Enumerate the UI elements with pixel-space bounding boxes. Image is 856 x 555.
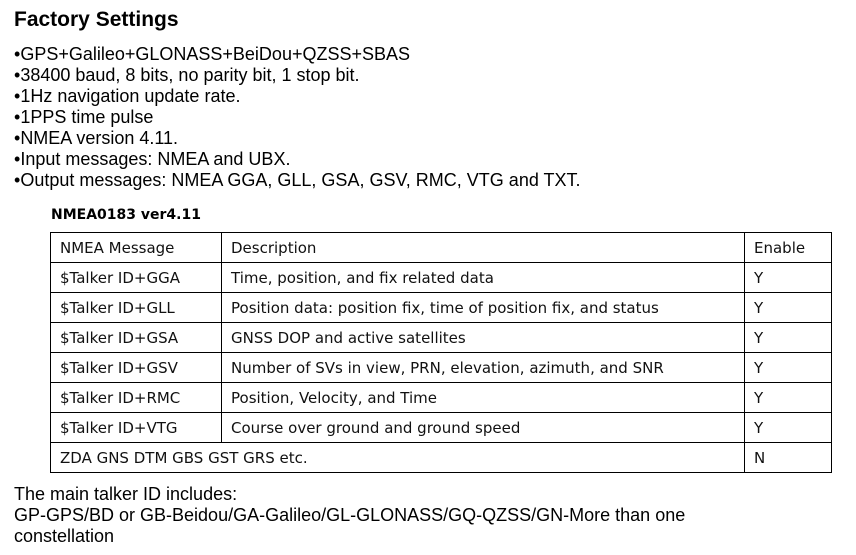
- cell-enable: Y: [745, 293, 832, 323]
- talker-id-list-continued: constellation: [14, 526, 115, 546]
- header-nmea-message: NMEA Message: [51, 233, 222, 263]
- cell-message: $Talker ID+GLL: [51, 293, 222, 323]
- cell-description: Position, Velocity, and Time: [222, 383, 745, 413]
- bullet-item-constellations: • GPS+Galileo+GLONASS+BeiDou+QZSS+SBAS: [14, 44, 581, 65]
- cell-description: Position data: position fix, time of position fix, and status: [222, 293, 745, 323]
- talker-id-list: GP-GPS/BD or GB-Beidou/GA-Galileo/GL-GLONASS/GQ-QZSS/GN-More than one: [14, 505, 686, 525]
- header-enable: Enable: [745, 233, 832, 263]
- talker-id-heading: The main talker ID includes:: [14, 484, 238, 504]
- cell-enable: Y: [745, 383, 832, 413]
- cell-message: $Talker ID+GGA: [51, 263, 222, 293]
- bullet-item-input-messages: • Input messages: NMEA and UBX.: [14, 149, 581, 170]
- table-row: [51, 323, 832, 353]
- cell-enable: N: [745, 443, 832, 473]
- table-row: [51, 383, 832, 413]
- cell-message: $Talker ID+RMC: [51, 383, 222, 413]
- table-caption: NMEA0183 ver4.11: [51, 207, 201, 223]
- bullet-item-update-rate: • 1Hz navigation update rate.: [14, 86, 581, 107]
- bullet-item-baud: • 38400 baud, 8 bits, no parity bit, 1 stop bit.: [14, 65, 581, 86]
- header-description: Description: [222, 233, 745, 263]
- table-row: [51, 293, 832, 323]
- cell-description: GNSS DOP and active satellites: [222, 323, 745, 353]
- cell-other-messages: ZDA GNS DTM GBS GST GRS etc.: [51, 443, 745, 473]
- cell-message: $Talker ID+GSA: [51, 323, 222, 353]
- table-row-other-messages: [51, 443, 832, 473]
- cell-description: Course over ground and ground speed: [222, 413, 745, 443]
- bullet-item-output-messages: • Output messages: NMEA GGA, GLL, GSA, GSV, RMC, VTG and TXT.: [14, 170, 581, 191]
- cell-message: $Talker ID+GSV: [51, 353, 222, 383]
- cell-description: Number of SVs in view, PRN, elevation, azimuth, and SNR: [222, 353, 745, 383]
- talker-id-note: [14, 484, 685, 547]
- cell-description: Time, position, and fix related data: [222, 263, 745, 293]
- table-row: [51, 413, 832, 443]
- nmea-message-table: [50, 232, 832, 473]
- cell-enable: Y: [745, 353, 832, 383]
- factory-settings-list: [14, 44, 581, 191]
- table-row: [51, 263, 832, 293]
- cell-message: $Talker ID+VTG: [51, 413, 222, 443]
- cell-enable: Y: [745, 323, 832, 353]
- table-header-row: [51, 233, 832, 263]
- page-title: Factory Settings: [14, 8, 179, 31]
- table-row: [51, 353, 832, 383]
- bullet-item-nmea-version: • NMEA version 4.11.: [14, 128, 581, 149]
- cell-enable: Y: [745, 413, 832, 443]
- cell-enable: Y: [745, 263, 832, 293]
- bullet-item-time-pulse: • 1PPS time pulse: [14, 107, 581, 128]
